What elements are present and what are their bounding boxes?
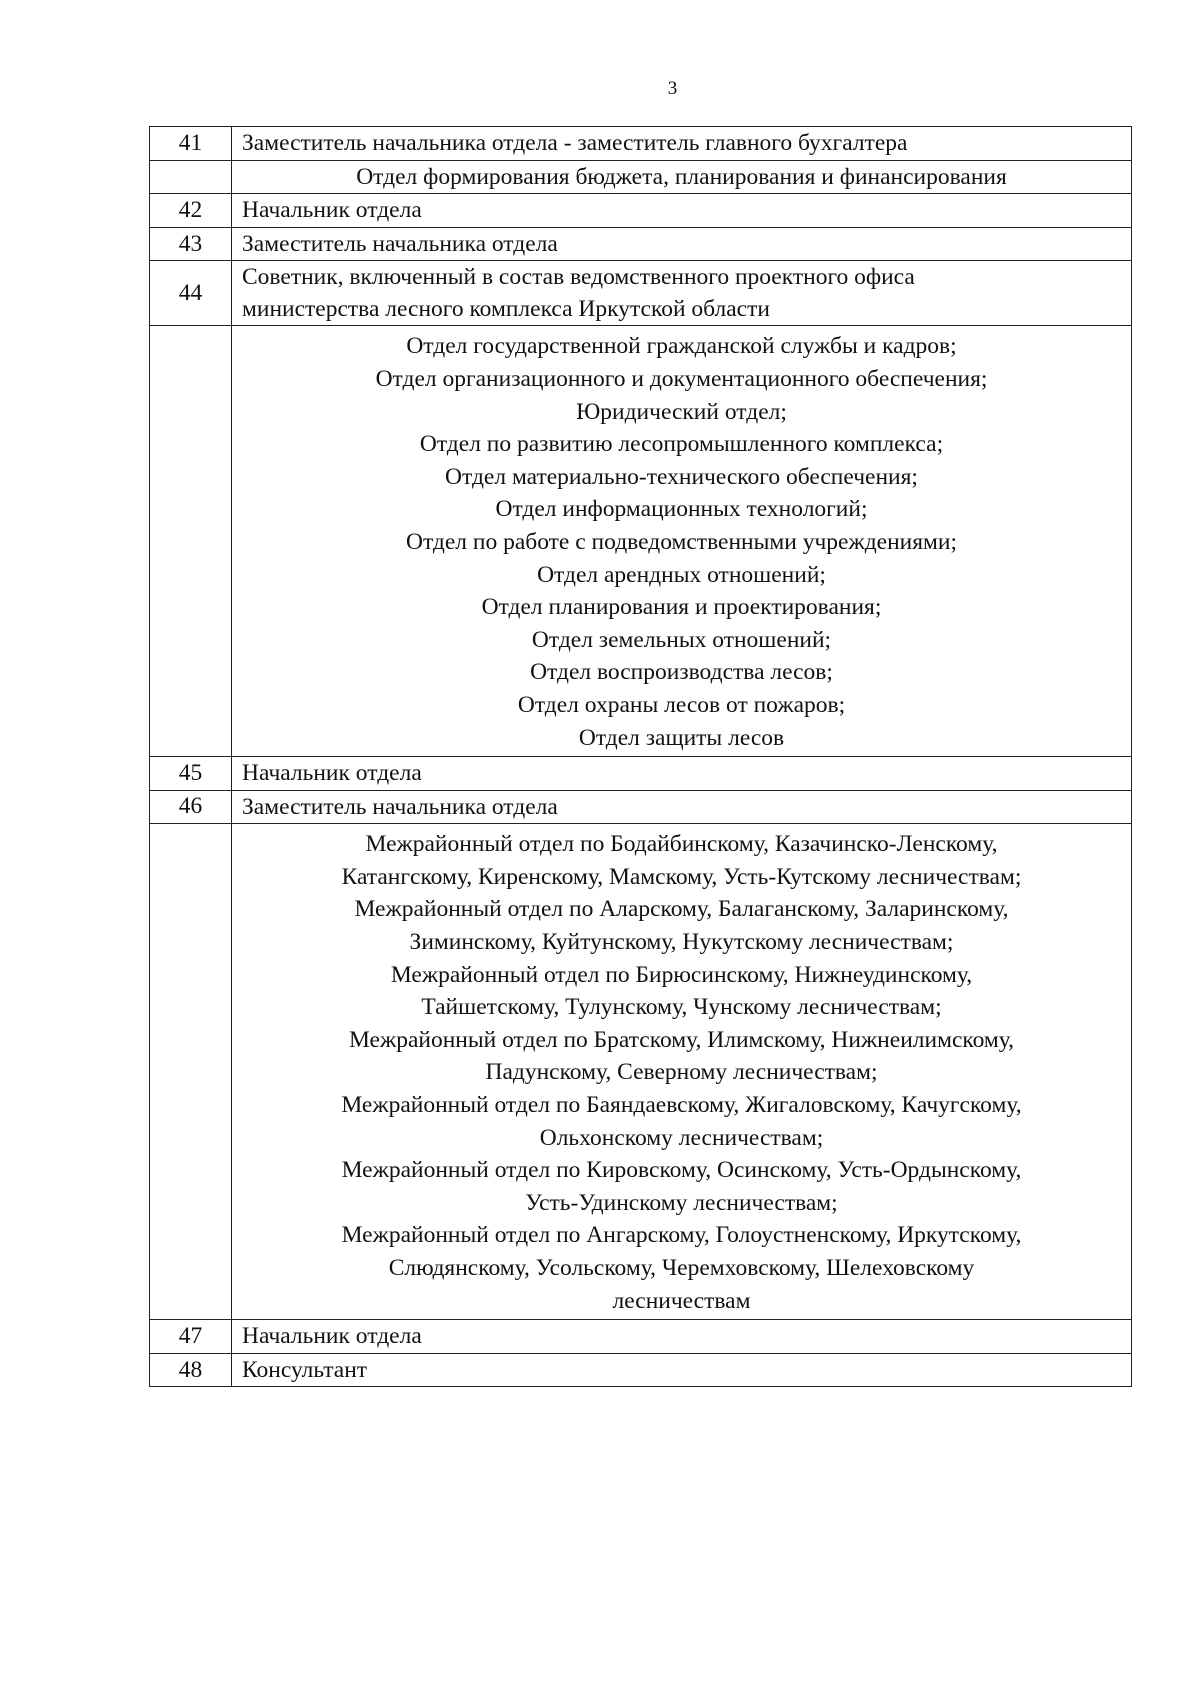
section-heading-line: Отдел земельных отношений; <box>531 626 832 653</box>
section-heading-line: Ольхонскому лесничествам; <box>539 1124 824 1151</box>
position-title-line: Заместитель начальника отдела <box>242 230 558 257</box>
position-number: 47 <box>150 1320 232 1354</box>
section-heading-line: Межрайонный отдел по Братскому, Илимскому, Нижнеилимскому, <box>348 1026 1015 1053</box>
position-row <box>150 1320 1132 1354</box>
position-title-line: Консультант <box>242 1356 368 1383</box>
section-heading-line: Отдел планирования и проектирования; <box>481 594 882 621</box>
position-number: 41 <box>150 127 232 161</box>
position-title-line: Заместитель начальника отдела - заместитель главного бухгалтера <box>242 130 908 156</box>
section-number-cell <box>150 824 232 1320</box>
position-row <box>150 261 1132 326</box>
section-heading-line: Слюдянскому, Усольскому, Черемховскому, Шелеховскому <box>388 1255 975 1281</box>
section-heading-line: Отдел государственной гражданской службы и кадров; <box>406 333 957 360</box>
section-number-cell <box>150 160 232 194</box>
position-title <box>232 790 1132 824</box>
position-number: 46 <box>150 790 232 824</box>
section-row <box>150 160 1132 194</box>
section-heading-line: Межрайонный отдел по Баяндаевскому, Жигаловскому, Качугскому, <box>341 1092 1022 1119</box>
section-heading-lines <box>232 824 1131 1319</box>
position-number: 42 <box>150 194 232 228</box>
position-title <box>232 1353 1132 1387</box>
page-number: 3 <box>667 78 678 99</box>
position-title <box>232 127 1132 161</box>
position-row <box>150 227 1132 261</box>
section-heading <box>232 824 1132 1320</box>
position-row <box>150 1353 1132 1387</box>
section-heading-line: Усть-Удинскому лесничествам; <box>525 1189 838 1216</box>
section-row <box>150 326 1132 757</box>
section-heading-line: Отдел защиты лесов <box>578 724 785 751</box>
table-body <box>150 127 1132 1387</box>
position-title <box>232 261 1132 326</box>
section-heading-line: Тайшетскому, Тулунскому, Чунскому лесничествам; <box>421 994 942 1021</box>
position-row <box>150 127 1132 161</box>
position-title <box>232 1320 1132 1354</box>
section-heading-line: Отдел материально-технического обеспечения; <box>445 463 918 490</box>
section-heading-lines <box>232 326 1131 756</box>
section-heading-line: Отдел по развитию лесопромышленного комплекса; <box>419 431 944 458</box>
section-heading-line: Межрайонный отдел по Бирюсинскому, Нижнеудинскому, <box>390 961 973 988</box>
position-title-line: Заместитель начальника отдела <box>242 793 558 820</box>
staff-positions-table <box>149 126 1132 1387</box>
position-title-line: министерства лесного комплекса Иркутской области <box>242 296 770 323</box>
section-heading-line: Межрайонный отдел по Бодайбинскому, Казачинско-Ленскому, <box>365 831 998 858</box>
section-heading-line: Отдел арендных отношений; <box>537 561 826 588</box>
section-heading-line: Отдел по работе с подведомственными учреждениями; <box>405 528 958 555</box>
position-number: 48 <box>150 1353 232 1387</box>
section-heading-line: Зиминскому, Куйтунскому, Нукутскому лесничествам; <box>409 929 954 956</box>
section-heading <box>232 160 1132 194</box>
position-title <box>232 227 1132 261</box>
section-heading-lines <box>232 161 1131 194</box>
section-heading-line: Катангскому, Киренскому, Мамскому, Усть-Кутскому лесничествам; <box>341 863 1022 890</box>
position-title-line: Начальник отдела <box>242 197 422 224</box>
position-title-line: Советник, включенный в состав ведомственного проектного офиса <box>242 264 915 291</box>
position-number: 45 <box>150 757 232 791</box>
position-row <box>150 757 1132 791</box>
section-heading-line: Отдел организационного и документационного обеспечения; <box>375 365 988 392</box>
position-title-line: Начальник отдела <box>242 760 422 787</box>
section-heading <box>232 326 1132 757</box>
section-heading-line: лесничествам <box>612 1287 751 1314</box>
section-heading-line: Межрайонный отдел по Аларскому, Балаганскому, Заларинскому, <box>354 896 1009 923</box>
section-row <box>150 824 1132 1320</box>
section-heading-line: Отдел формирования бюджета, планирования и финансирования <box>356 163 1007 190</box>
section-heading-line: Падунскому, Северному лесничествам; <box>485 1059 878 1086</box>
position-number: 44 <box>150 261 232 326</box>
section-heading-line: Отдел информационных технологий; <box>495 496 868 523</box>
position-title <box>232 757 1132 791</box>
position-row <box>150 194 1132 228</box>
section-number-cell <box>150 326 232 757</box>
position-number: 43 <box>150 227 232 261</box>
section-heading-line: Межрайонный отдел по Ангарскому, Голоустненскому, Иркутскому, <box>341 1222 1022 1249</box>
section-heading-line: Отдел воспроизводства лесов; <box>530 659 833 686</box>
position-title-line: Начальник отдела <box>242 1323 422 1350</box>
section-heading-line: Отдел охраны лесов от пожаров; <box>517 691 846 718</box>
section-heading-line: Межрайонный отдел по Кировскому, Осинскому, Усть-Ордынскому, <box>341 1157 1022 1184</box>
section-heading-line: Юридический отдел; <box>576 398 787 425</box>
position-row <box>150 790 1132 824</box>
position-title <box>232 194 1132 228</box>
